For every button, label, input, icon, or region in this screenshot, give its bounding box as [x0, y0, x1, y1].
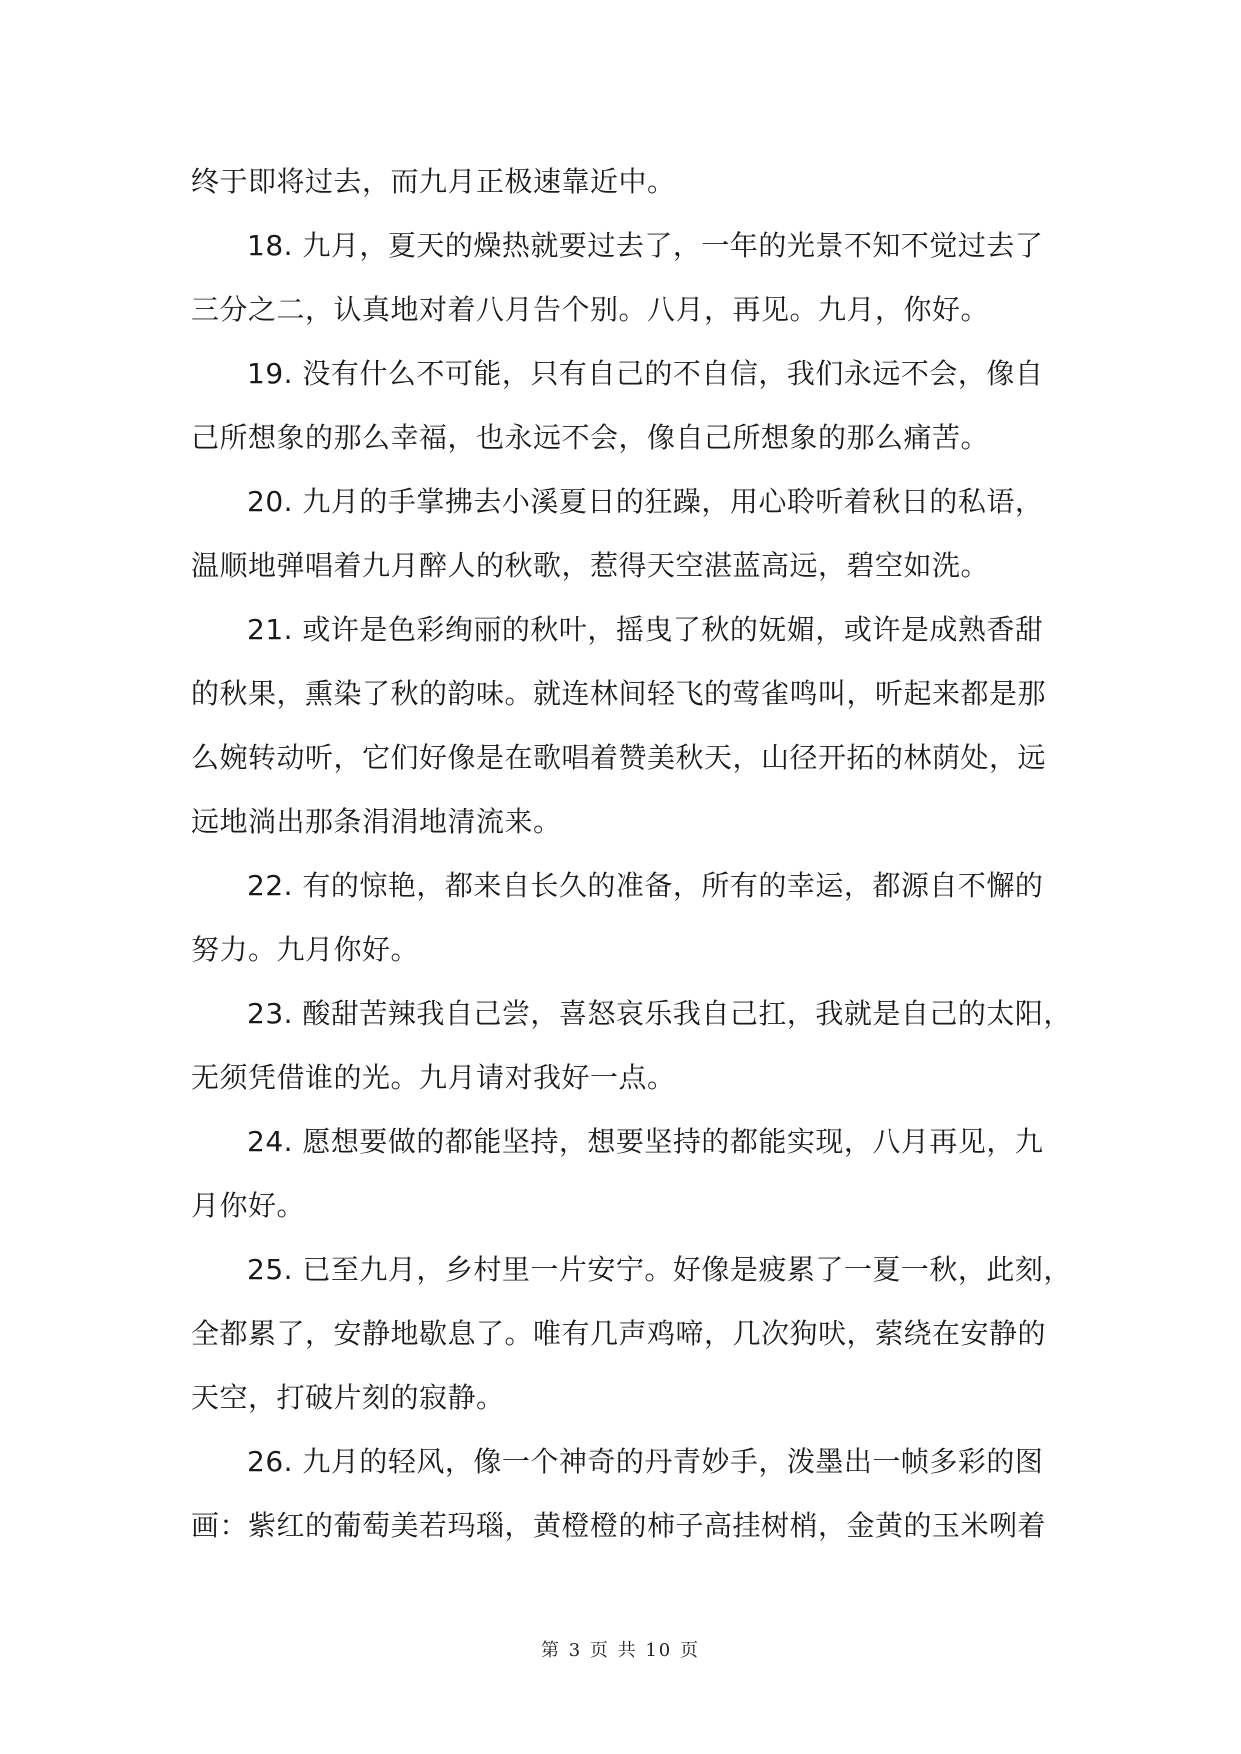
- text-line: 终于即将过去，而九月正极速靠近中。: [191, 165, 676, 198]
- item-21-line-2: 的秋果，熏染了秋的韵味。就连林间轻飞的莺雀鸣叫，听起来都是那: [191, 677, 1047, 710]
- item-26-line-2: 画：紫红的葡萄美若玛瑙，黄橙橙的柿子高挂树梢，金黄的玉米咧着: [191, 1509, 1047, 1542]
- item-19-line-2: 己所想象的那么幸福，也永远不会，像自己所想象的那么痛苦。: [191, 421, 990, 454]
- item-20-line-1: 20. 九月的手掌拂去小溪夏日的狂躁，用心聆听着秋日的私语，: [247, 485, 1044, 518]
- document-body: [191, 150, 1072, 1558]
- page-number-footer: 第 3 页 共 10 页: [541, 1640, 700, 1661]
- item-18-line-2: 三分之二，认真地对着八月告个别。八月，再见。九月，你好。: [191, 293, 990, 326]
- item-24-line-2: 月你好。: [191, 1189, 306, 1222]
- item-21-line-3: 么婉转动听，它们好像是在歌唱着赞美秋天，山径开拓的林荫处，远: [191, 741, 1047, 774]
- item-23-line-2: 无须凭借谁的光。九月请对我好一点。: [191, 1061, 676, 1094]
- item-25-line-1: 25. 已至九月，乡村里一片安宁。好像是疲累了一夏一秋，此刻，: [247, 1253, 1072, 1286]
- item-22-line-2: 努力。九月你好。: [191, 933, 420, 966]
- item-22-line-1: 22. 有的惊艳，都来自长久的准备，所有的幸运，都源自不懈的: [247, 869, 1044, 902]
- item-25-line-3: 天空，打破片刻的寂静。: [191, 1381, 505, 1414]
- item-21-line-1: 21. 或许是色彩绚丽的秋叶，摇曳了秋的妩媚，或许是成熟香甜: [247, 613, 1044, 646]
- item-18-line-1: 18. 九月，夏天的燥热就要过去了，一年的光景不知不觉过去了: [247, 229, 1044, 262]
- item-21-line-4: 远地淌出那条涓涓地清流来。: [191, 805, 562, 838]
- item-24-line-1: 24. 愿想要做的都能坚持，想要坚持的都能实现，八月再见，九: [247, 1125, 1044, 1158]
- item-26-line-1: 26. 九月的轻风，像一个神奇的丹青妙手，泼墨出一帧多彩的图: [247, 1445, 1044, 1478]
- item-25-line-2: 全都累了，安静地歇息了。唯有几声鸡啼，几次狗吠，萦绕在安静的: [191, 1317, 1047, 1350]
- item-20-line-2: 温顺地弹唱着九月醉人的秋歌，惹得天空湛蓝高远，碧空如洗。: [191, 549, 990, 582]
- item-19-line-1: 19. 没有什么不可能，只有自己的不自信，我们永远不会，像自: [247, 357, 1044, 390]
- item-23-line-1: 23. 酸甜苦辣我自己尝，喜怒哀乐我自己扛，我就是自己的太阳，: [247, 997, 1072, 1030]
